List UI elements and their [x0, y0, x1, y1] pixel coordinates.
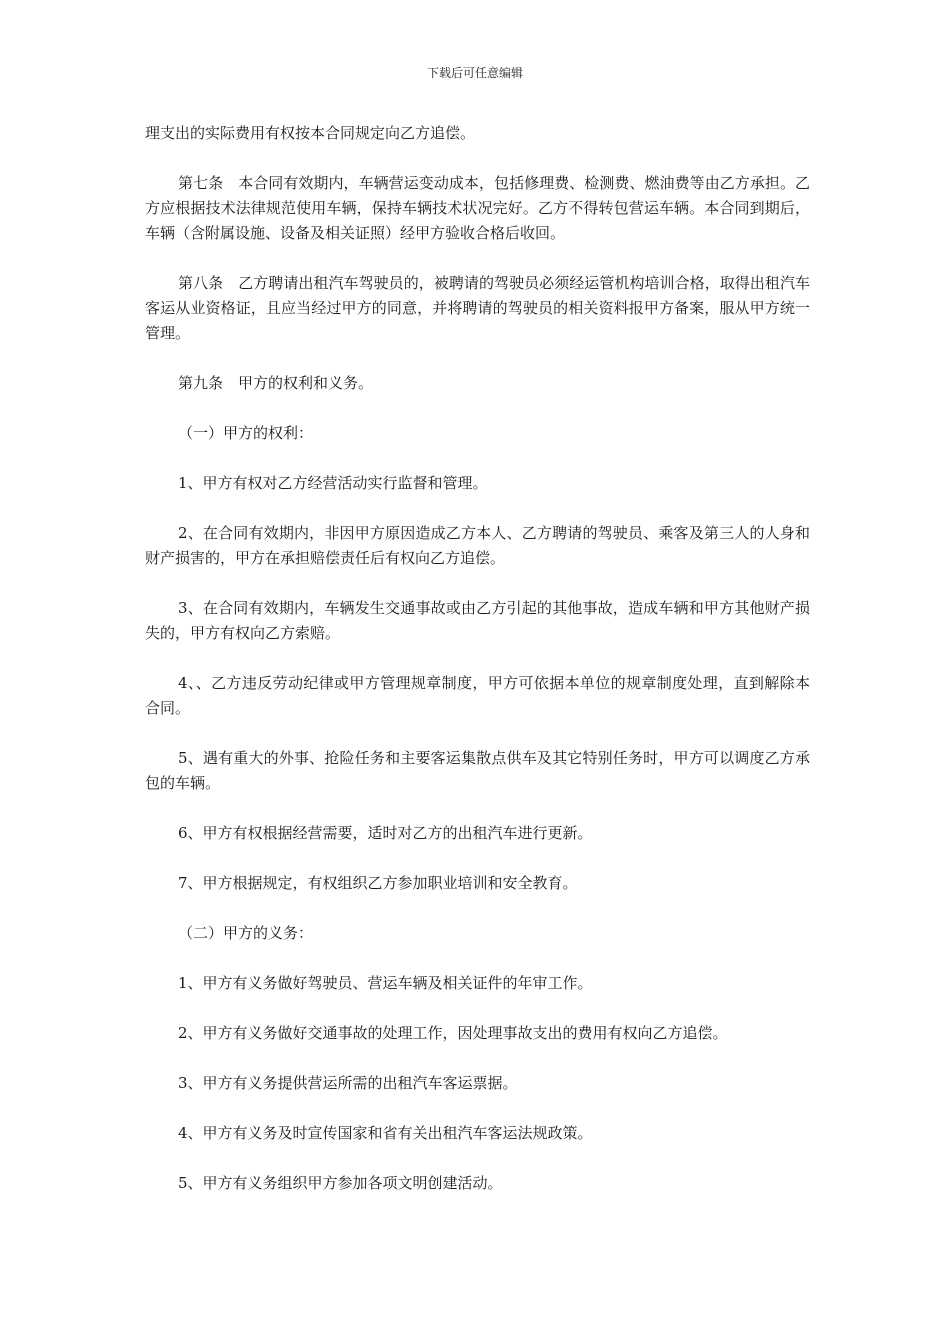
obligations-item-1: 1、甲方有义务做好驾驶员、营运车辆及相关证件的年审工作。: [178, 974, 593, 992]
rights-item-5: 5、遇有重大的外事、抢险任务和主要客运集散点供车及其它特别任务时，甲方可以调度乙方承包的车辆。: [145, 749, 810, 792]
rights-item-3: 3、在合同有效期内，车辆发生交通事故或由乙方引起的其他事故，造成车辆和甲方其他财产损失的，甲方有权向乙方索赔。: [145, 599, 810, 642]
obligations-item-3: 3、甲方有义务提供营运所需的出租汽车客运票据。: [178, 1074, 518, 1092]
rights-item-6: 6、甲方有权根据经营需要，适时对乙方的出租汽车进行更新。: [178, 824, 593, 842]
paragraph-article-7: 第七条 本合同有效期内，车辆营运变动成本，包括修理费、检测费、燃油费等由乙方承担。乙方应根据技术法律规范使用车辆，保持车辆技术状况完好。乙方不得转包营运车辆。本合同到期后，车辆（含附属设施、设备及相关证照）经甲方验收合格后收回。: [145, 174, 810, 242]
document-body: [145, 121, 810, 1221]
rights-item-1: 1、甲方有权对乙方经营活动实行监督和管理。: [178, 474, 488, 492]
obligations-item-4: 4、甲方有义务及时宣传国家和省有关出租汽车客运法规政策。: [178, 1124, 593, 1142]
page-header: 下载后可任意编辑: [426, 66, 523, 80]
section-heading-rights: （一）甲方的权利：: [178, 424, 314, 442]
rights-item-4: 4、、乙方违反劳动纪律或甲方管理规章制度，甲方可依据本单位的规章制度处理，直到解除本合同。: [145, 674, 810, 717]
section-heading-obligations: （二）甲方的义务：: [178, 924, 314, 942]
obligations-item-5: 5、甲方有义务组织甲方参加各项文明创建活动。: [178, 1174, 503, 1192]
rights-item-7: 7、甲方根据规定，有权组织乙方参加职业培训和安全教育。: [178, 874, 578, 892]
paragraph-article-8: 第八条 乙方聘请出租汽车驾驶员的，被聘请的驾驶员必须经运管机构培训合格，取得出租汽车客运从业资格证，且应当经过甲方的同意，并将聘请的驾驶员的相关资料报甲方备案，服从甲方统一管理。: [145, 274, 810, 342]
paragraph-continuation: 理支出的实际费用有权按本合同规定向乙方追偿。: [145, 124, 476, 142]
rights-item-2: 2、在合同有效期内，非因甲方原因造成乙方本人、乙方聘请的驾驶员、乘客及第三人的人身和财产损害的，甲方在承担赔偿责任后有权向乙方追偿。: [145, 524, 810, 567]
obligations-item-2: 2、甲方有义务做好交通事故的处理工作，因处理事故支出的费用有权向乙方追偿。: [178, 1024, 728, 1042]
paragraph-article-9: 第九条 甲方的权利和义务。: [178, 374, 374, 392]
